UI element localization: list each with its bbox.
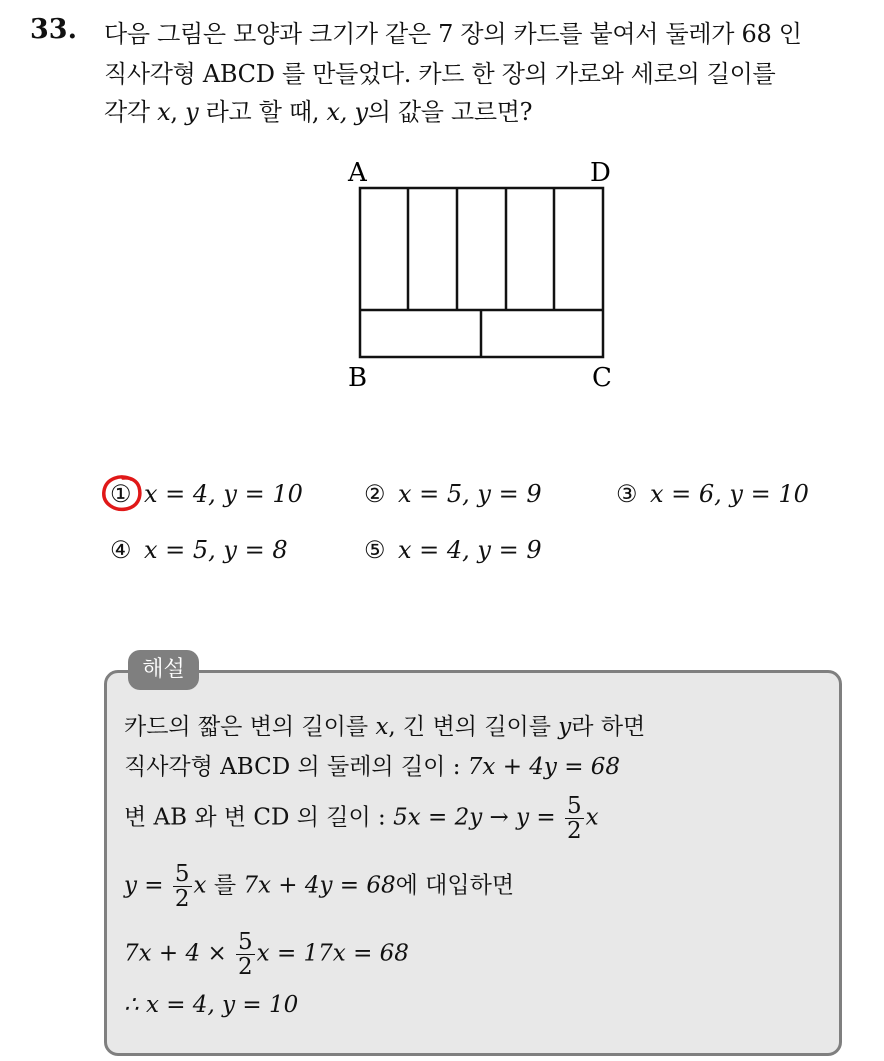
solution-text: 직사각형 ABCD 의 둘레의 길이 : bbox=[124, 754, 461, 780]
var-x: x bbox=[585, 804, 599, 831]
fraction-numerator: 5 bbox=[238, 929, 253, 955]
var-x: x bbox=[157, 98, 171, 126]
option-2-expr: x = 5, y = 9 bbox=[398, 480, 542, 508]
fraction-numerator: 5 bbox=[567, 793, 582, 819]
option-1-number: ① bbox=[110, 480, 132, 508]
solution-tag: 해설 bbox=[128, 650, 199, 690]
label-A: A bbox=[348, 158, 367, 188]
fraction-denominator: 2 bbox=[174, 886, 190, 912]
solution-line-1 bbox=[124, 708, 645, 741]
question-text-each: 각각 bbox=[104, 98, 150, 126]
question-text-line-2: 직사각형 ABCD 를 만들었다. 카드 한 장의 가로와 세로의 길이를 bbox=[104, 60, 776, 88]
option-1-expr: x = 4, y = 10 bbox=[144, 480, 303, 508]
option-4[interactable] bbox=[110, 536, 288, 564]
option-4-expr: x = 5, y = 8 bbox=[144, 536, 288, 564]
option-5-expr: x = 4, y = 9 bbox=[398, 536, 542, 564]
var-x: x bbox=[193, 872, 207, 899]
option-5[interactable] bbox=[364, 536, 542, 564]
label-D: D bbox=[590, 158, 611, 188]
solution-text: 에 대입하면 bbox=[395, 872, 515, 899]
solution-text: 를 bbox=[213, 872, 237, 899]
var-x: x bbox=[375, 714, 389, 740]
equation: 5x = 2y → y = bbox=[393, 804, 556, 831]
comma: , bbox=[170, 98, 178, 126]
equation: 7x + 4y = 68 bbox=[243, 872, 396, 899]
question-text-line-1: 다음 그림은 모양과 크기가 같은 7 장의 카드를 붙여서 둘레가 68 인 bbox=[104, 20, 802, 48]
solution-line-3 bbox=[124, 794, 599, 843]
fraction-denominator: 2 bbox=[567, 818, 582, 844]
equation: 7x + 4 × bbox=[124, 940, 227, 967]
equation: x = 17x = 68 bbox=[256, 940, 409, 967]
option-3-number: ③ bbox=[616, 480, 638, 508]
fraction-numerator: 5 bbox=[174, 861, 190, 887]
fraction bbox=[565, 794, 584, 843]
solution-line-4 bbox=[124, 862, 514, 911]
final-answer: ∴ x = 4, y = 10 bbox=[124, 992, 299, 1018]
label-C: C bbox=[592, 363, 612, 393]
question-text-when: 라고 할 때, bbox=[205, 98, 320, 126]
label-B: B bbox=[348, 363, 368, 393]
solution-text: 라 하면 bbox=[571, 714, 646, 740]
solution-text: , 긴 변의 길이를 bbox=[388, 714, 551, 740]
fraction bbox=[236, 930, 255, 979]
question-text-find: 의 값을 고르면? bbox=[367, 98, 533, 126]
rectangle-figure bbox=[340, 150, 630, 395]
equation: y = bbox=[124, 872, 164, 899]
solution-line-2 bbox=[124, 748, 620, 781]
solution-text: 변 AB 와 변 CD 의 길이 : bbox=[124, 804, 386, 831]
option-2[interactable] bbox=[364, 480, 542, 508]
option-5-number: ⑤ bbox=[364, 536, 386, 564]
var-y: y bbox=[185, 98, 199, 126]
solution-line-5 bbox=[124, 930, 409, 979]
option-4-number: ④ bbox=[110, 536, 132, 564]
option-2-number: ② bbox=[364, 480, 386, 508]
vars-xy: x, y bbox=[326, 98, 368, 126]
option-3[interactable] bbox=[616, 480, 809, 508]
equation: 7x + 4y = 68 bbox=[467, 754, 621, 780]
option-3-expr: x = 6, y = 10 bbox=[650, 480, 809, 508]
fraction bbox=[173, 862, 192, 911]
fraction-denominator: 2 bbox=[238, 954, 253, 980]
question-number: 33. bbox=[30, 14, 77, 45]
solution-text: 카드의 짧은 변의 길이를 bbox=[124, 714, 369, 740]
answer-circle-mark bbox=[101, 473, 143, 513]
solution-line-6 bbox=[124, 992, 298, 1018]
var-y: y bbox=[558, 714, 572, 740]
question-text-line-3 bbox=[104, 92, 532, 127]
